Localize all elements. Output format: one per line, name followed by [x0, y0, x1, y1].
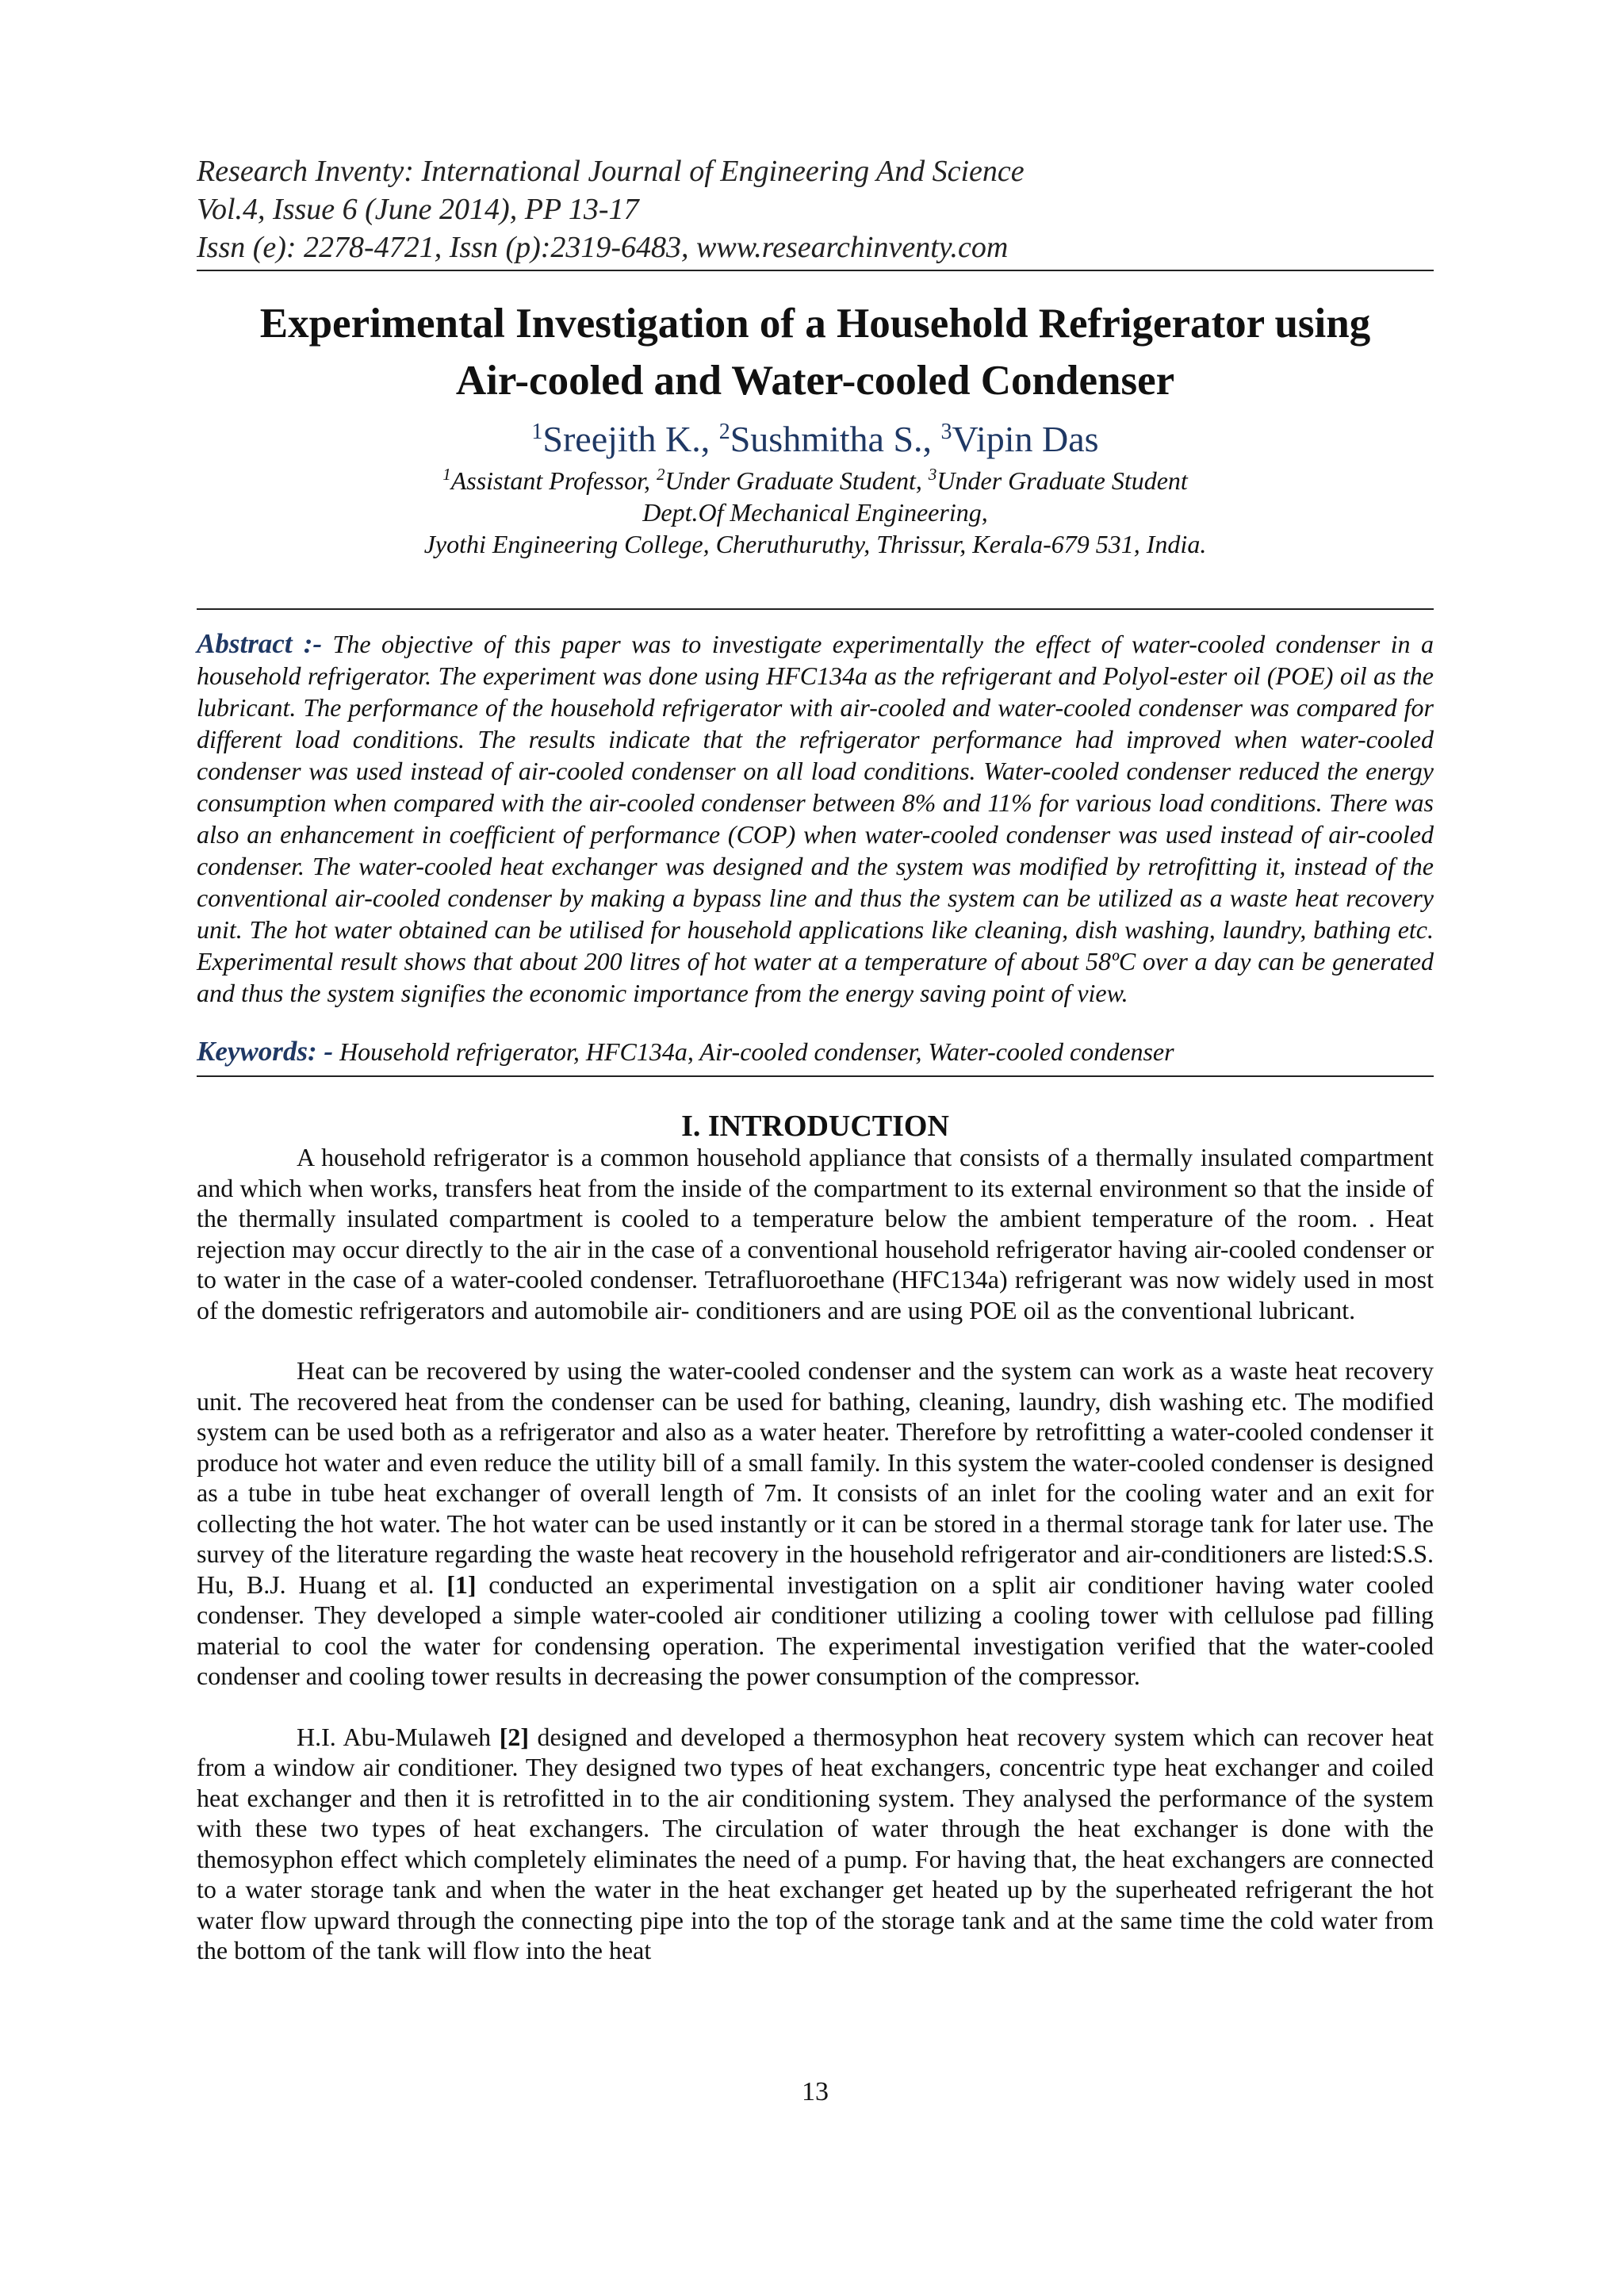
title-line-2: Air-cooled and Water-cooled Condenser [455, 358, 1175, 404]
journal-name: Research Inventy: International Journal of Engineering And Science [197, 155, 1025, 188]
department: Dept.Of Mechanical Engineering, [642, 498, 988, 527]
abstract [197, 628, 1434, 1009]
introduction-body [197, 1142, 1434, 1966]
role-1-marker: 1 [442, 465, 451, 484]
header-rule [197, 270, 1434, 271]
author-1-name: Sreejith K., [542, 419, 710, 459]
author-roles [197, 465, 1434, 496]
title-line-1: Experimental Investigation of a Household Refrigerator using [259, 301, 1371, 347]
role-3-marker: 3 [928, 465, 937, 484]
keywords [197, 1036, 1434, 1068]
author-2-marker: 2 [718, 420, 730, 444]
author-2-name: Sushmitha S., [730, 419, 933, 459]
keywords-text: Household refrigerator, HFC134a, Air-cooled condenser, Water-cooled condenser [333, 1037, 1174, 1066]
role-1: Assistant Professor, [450, 466, 650, 495]
paragraph-3-part-2: designed and developed a thermosyphon heat recovery system which can recover heat from a window air conditioner. They designed two types of heat exchangers, concentric type heat exchanger and coiled heat exchanger and then it is retrofitted in to the air conditioning system. They analysed the performance of the system with these two types of heat exchangers. The circulation of water through the heat exchanger is done with the themosyphon effect which completely eliminates the need of a pump. For having that, the heat exchangers are connected to a water storage tank and when the water in the heat exchanger get heated up by the superheated refrigerant the hot water flow upward through the connecting pipe into the top of the storage tank and at the same time the cold water from the bottom of the tank will flow into the heat [197, 1722, 1434, 1964]
page-number: 13 [802, 2077, 829, 2106]
section-heading: I. INTRODUCTION [681, 1110, 949, 1143]
role-3: Under Graduate Student [936, 466, 1188, 495]
paper-title [197, 295, 1434, 409]
paragraph-3 [197, 1722, 1434, 1966]
paragraph-1: A household refrigerator is a common household appliance that consists of a thermally insulated compartment and which when works, transfers heat from the inside of the compartment to its external environment so that the inside of the thermally insulated compartment is cooled to a temperature below the ambient temperature of the room. . Heat rejection may occur directly to the air in the case of a conventional household refrigerator having air-cooled condenser or to water in the case of a water-cooled condenser. Tetrafluoroethane (HFC134a) refrigerant was now widely used in most of the domestic refrigerators and automobile air- conditioners and are using POE oil as the conventional lubricant. [197, 1143, 1434, 1324]
citation-1: [1] [446, 1570, 477, 1599]
abstract-text: The objective of this paper was to investigate experimentally the effect of water-cooled condenser in a household refrigerator. The experiment was done using HFC134a as the refrigerant and Polyol-ester oil (POE) oil as the lubricant. The performance of the household refrigerator with air-cooled and water-cooled condenser was compared for different load conditions. The results indicate that the refrigerator performance had improved when water-cooled condenser was used instead of air-cooled condenser on all load conditions. Water-cooled condenser reduced the energy consumption when compared with the air-cooled condenser between 8% and 11% for various load conditions. There was also an enhancement in coefficient of performance (COP) when water-cooled condenser was used instead of air-cooled condenser. The water-cooled heat exchanger was designed and the system was modified by retrofitting it, instead of the conventional air-cooled condenser by making a bypass line and thus the system can be utilized as a waste heat recovery unit. The hot water obtained can be utilised for household applications like cleaning, dish washing, laundry, bathing etc. Experimental result shows that about 200 litres of hot water at a temperature of about 58ºC over a day can be generated and thus the system signifies the economic importance from the energy saving point of view. [197, 630, 1434, 1007]
author-3-marker: 3 [940, 420, 952, 444]
author-1-marker: 1 [531, 420, 543, 444]
journal-issn: Issn (e): 2278-4721, Issn (p):2319-6483, www.researchinventy.com [197, 231, 1009, 264]
paragraph-2 [197, 1355, 1434, 1692]
journal-header [197, 152, 1434, 266]
affiliation [197, 465, 1434, 560]
role-2-marker: 2 [656, 465, 665, 484]
paragraph-3-part-1: H.I. Abu-Mulaweh [297, 1722, 500, 1751]
role-2: Under Graduate Student, [665, 466, 922, 495]
author-list [197, 416, 1434, 463]
keywords-bottom-rule [197, 1075, 1434, 1077]
abstract-label: Abstract :- [197, 628, 323, 659]
journal-volume: Vol.4, Issue 6 (June 2014), PP 13-17 [197, 193, 639, 226]
citation-2: [2] [499, 1722, 529, 1751]
paragraph-2-part-1: Heat can be recovered by using the water-cooled condenser and the system can work as a waste heat recovery unit. The recovered heat from the condenser can be used for bathing, cleaning, laundry, dish washing etc. The modified system can be used both as a refrigerator and also as a water heater. Therefore by retrofitting a water-cooled condenser it produce hot water and even reduce the utility bill of a small family. In this system the water-cooled condenser is designed as a tube in tube heat exchanger of overall length of 7m. It consists of an inlet for the cooling water and an exit for collecting the hot water. The hot water can be used instantly or it can be stored in a thermal storage tank for later use. The survey of the literature regarding the waste heat recovery in the household refrigerator and air-conditioners are listed:S.S. Hu, B.J. Huang et al. [197, 1356, 1434, 1599]
paragraph-2-part-2: conducted an experimental investigation on a split air conditioner having water cooled condenser. They developed a simple water-cooled air conditioner utilizing a cooling tower with cellulose pad filling material to cool the water for condensing operation. The experimental investigation verified that the water-cooled condenser and cooling tower results in decreasing the power consumption of the compressor. [197, 1570, 1434, 1690]
college-address: Jyothi Engineering College, Cheruthuruthy, Thrissur, Kerala-679 531, India. [423, 530, 1207, 558]
abstract-top-rule [197, 608, 1434, 610]
author-3-name: Vipin Das [952, 419, 1099, 459]
keywords-label: Keywords: - [197, 1036, 334, 1067]
